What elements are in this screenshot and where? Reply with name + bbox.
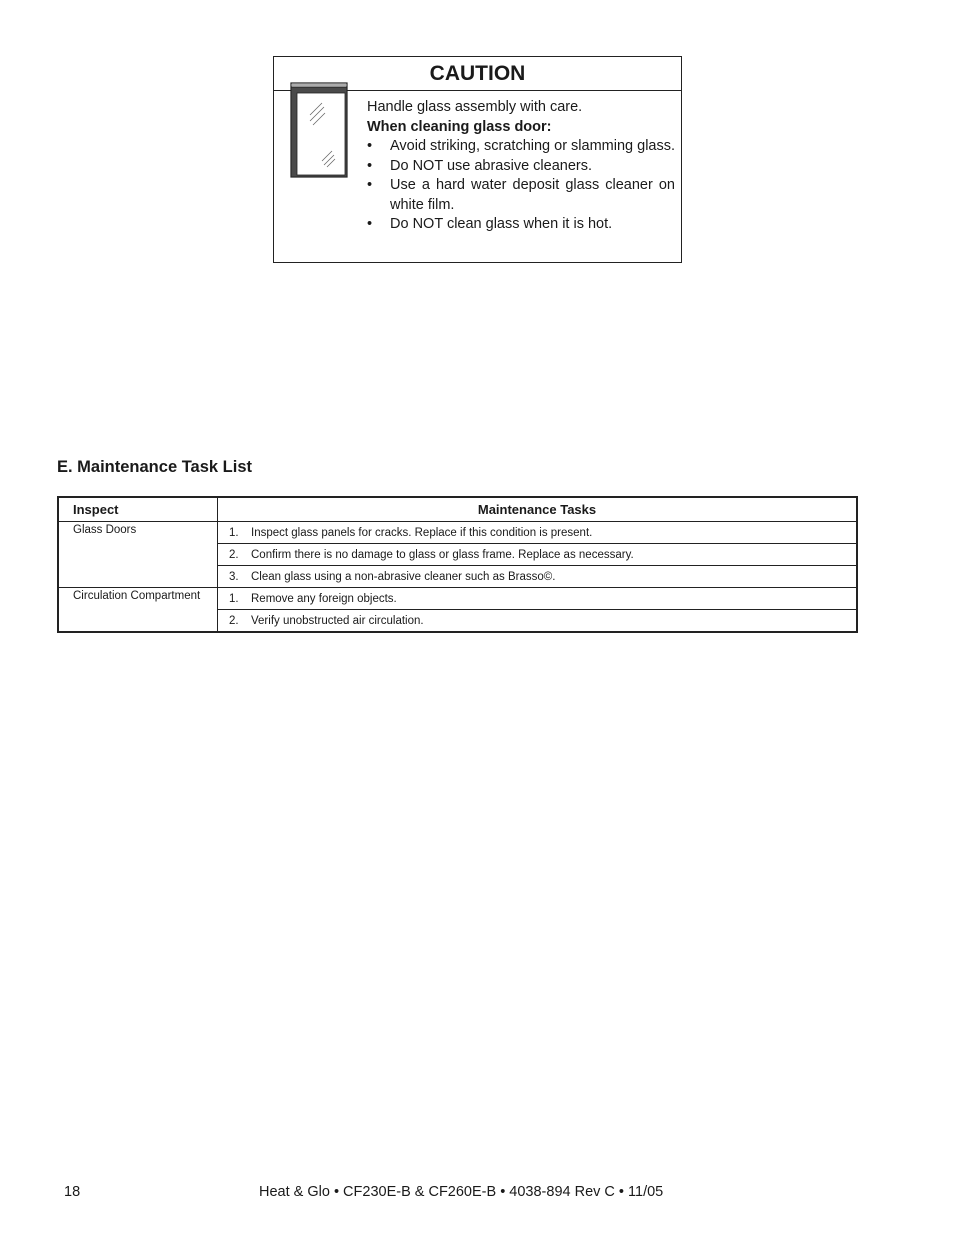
task-text: Clean glass using a non-abrasive cleaner such as Brasso©. — [251, 570, 556, 583]
caution-list-item — [367, 215, 675, 235]
task-text: Confirm there is no damage to glass or glass frame. Replace as necessary. — [251, 548, 634, 561]
bullet-glyph: • — [367, 138, 373, 154]
caution-subheading: When cleaning glass door: — [367, 118, 552, 135]
caution-box — [273, 56, 682, 263]
task-number: 1. — [229, 526, 239, 539]
task-number: 2. — [229, 614, 239, 627]
column-header-inspect: Inspect — [58, 497, 218, 522]
section-heading: E. Maintenance Task List — [57, 458, 253, 476]
inspect-cell: Circulation Compartment — [58, 588, 218, 633]
caution-item-text: Do NOT clean glass when it is hot. — [390, 216, 613, 232]
task-text: Inspect glass panels for cracks. Replace if this condition is present. — [251, 526, 593, 539]
caution-body — [367, 98, 675, 235]
caution-item-text: Avoid striking, scratching or slamming glass. — [390, 138, 676, 154]
footer-document-line: Heat & Glo • CF230E-B & CF260E-B • 4038-894 Rev C • 11/05 — [259, 1184, 664, 1200]
caution-intro: Handle glass assembly with care. — [367, 99, 583, 115]
task-cell — [218, 544, 858, 566]
column-header-tasks: Maintenance Tasks — [218, 497, 858, 522]
task-text: Verify unobstructed air circulation. — [251, 614, 424, 627]
page-number: 18 — [64, 1184, 81, 1200]
caution-title: CAUTION — [274, 57, 681, 91]
task-text: Remove any foreign objects. — [251, 592, 397, 605]
task-cell — [218, 566, 858, 588]
bullet-glyph: • — [367, 157, 373, 174]
glass-door-icon — [288, 81, 348, 179]
task-cell — [218, 610, 858, 633]
task-number: 1. — [229, 592, 239, 605]
table-header-row — [58, 497, 857, 522]
inspect-cell: Glass Doors — [58, 522, 218, 588]
table-row — [58, 588, 857, 610]
caution-item-text: Do NOT use abrasive cleaners. — [390, 157, 593, 174]
caution-list-item — [367, 176, 675, 215]
bullet-glyph: • — [367, 216, 373, 232]
caution-list — [367, 137, 675, 235]
task-cell — [218, 588, 858, 610]
caution-item-text: Use a hard water deposit glass cleaner on white film. — [390, 177, 675, 213]
caution-list-item — [367, 137, 675, 157]
bullet-glyph: • — [367, 177, 373, 193]
maintenance-table — [57, 496, 858, 633]
task-cell — [218, 522, 858, 544]
caution-list-item — [367, 157, 675, 177]
table-row — [58, 522, 857, 544]
task-number: 2. — [229, 548, 239, 561]
task-number: 3. — [229, 570, 239, 583]
